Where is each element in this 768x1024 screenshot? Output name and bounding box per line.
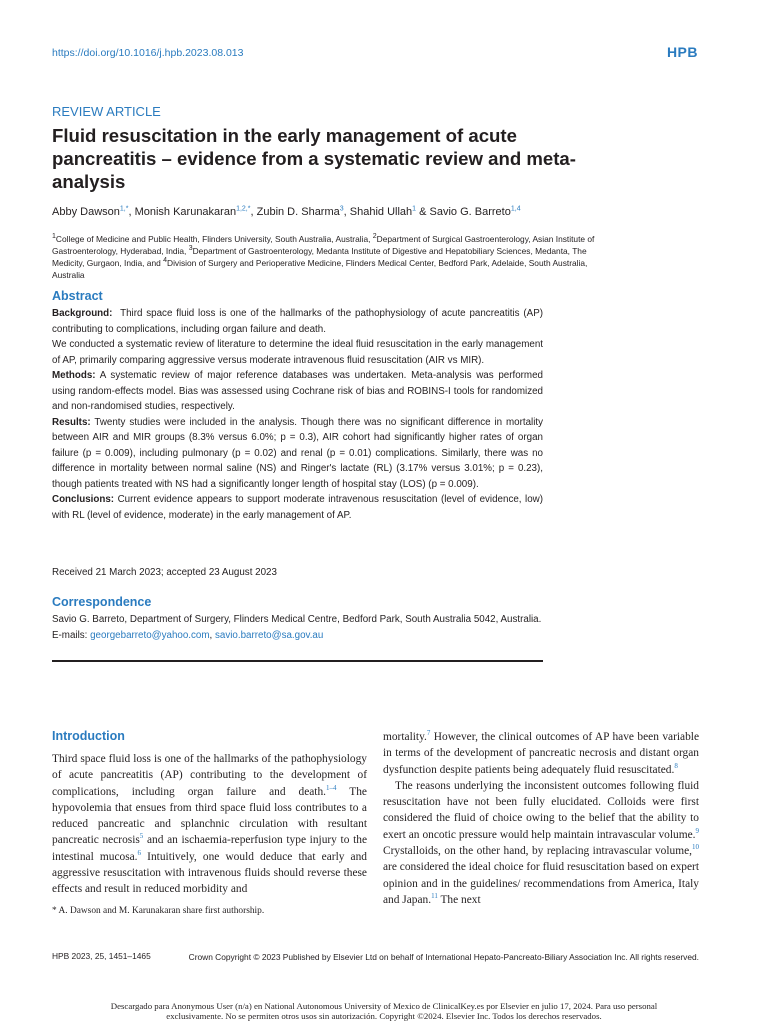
article-title: Fluid resuscitation in the early management of acute pancreatitis – evidence from a systematic review and meta-analysis xyxy=(52,125,576,192)
author-affiliation-ref[interactable]: 1,2,* xyxy=(236,205,251,213)
author-name: Monish Karunakaran xyxy=(134,206,237,218)
conclusions-text: Current evidence appears to support moderate intravenous resuscitation (level of evidence, low) with RL (level of evidence, moderate) in the early management of AP. xyxy=(52,494,543,521)
author-separator: & xyxy=(416,206,430,218)
affiliation-text: Department of Surgical Gastroenterology, Asian Institute of Gastroenterology, Hyderabad, India, xyxy=(52,234,595,256)
email-separator: , xyxy=(209,629,215,641)
received-dates: Received 21 March 2023; accepted 23 August 2023 xyxy=(52,567,277,578)
author-name: Shahid Ullah xyxy=(349,206,413,218)
email-link[interactable]: georgebarreto@yahoo.com xyxy=(90,629,210,641)
citation-ref[interactable]: 7 xyxy=(426,729,431,738)
body-column-left xyxy=(52,751,367,898)
author-separator: , xyxy=(343,206,350,218)
introduction-heading: Introduction xyxy=(52,729,125,743)
author-affiliation-ref[interactable]: 1,4 xyxy=(510,205,521,213)
section-divider xyxy=(52,660,543,662)
journal-logo: HPB xyxy=(666,44,698,60)
affiliation-num: 4 xyxy=(163,257,168,265)
citation-ref[interactable]: 6 xyxy=(137,848,142,857)
intro-paragraph xyxy=(383,729,699,778)
affiliation-text: Department of Gastroenterology, Medanta Institute of Digestive and Hepatobiliary Sciences, Medanta, The Medicity, Gurgaon, India, and xyxy=(52,246,587,268)
author-affiliation-ref[interactable]: 1 xyxy=(412,205,417,213)
affiliation-text: Division of Surgery and Perioperative Medicine, Flinders Medical Center, Bedford Park, Adelaide, South Australia, Australia xyxy=(52,258,588,280)
copyright-notice: Crown Copyright © 2023 Published by Elsevier Ltd on behalf of International Hepato-Pancreato-Biliary Association Inc. All rights reserved. xyxy=(188,952,699,962)
correspondence-heading: Correspondence xyxy=(52,595,152,609)
citation-ref[interactable]: 5 xyxy=(139,832,144,841)
body-column-right xyxy=(383,729,699,908)
correspondence-text: Savio G. Barreto, Department of Surgery, Flinders Medical Centre, Bedford Park, South Australia 5042, Australia. E-mails: xyxy=(52,614,542,641)
author-name: Savio G. Barreto xyxy=(429,206,511,218)
body-text: The reasons underlying the inconsistent outcomes following fluid resuscitation have not been fully elucidated. Colloids were first considered the fluid of choice owing to the belief that the ability to exert an oncotic pressure would help maintain intravascular volume. xyxy=(383,779,699,841)
author-list xyxy=(52,205,612,219)
author-affiliation-ref[interactable]: 3 xyxy=(339,205,344,213)
author-footnote: * A. Dawson and M. Karunakaran share first authorship. xyxy=(52,906,265,916)
author-name: Abby Dawson xyxy=(52,206,120,218)
author-separator: , xyxy=(128,206,135,218)
body-text: and an ischaemia-reperfusion type injury to the intestinal mucosa. xyxy=(52,834,367,863)
author-affiliation-ref[interactable]: 1,* xyxy=(119,205,129,213)
author-name: Zubin D. Sharma xyxy=(256,206,340,218)
abstract-methods xyxy=(52,368,543,415)
body-text: The next xyxy=(437,893,481,906)
body-text: Third space fluid loss is one of the hallmarks of the pathophysiology of acute pancreatitis (AP) contributing to the development of complications, including organ failure and death. xyxy=(52,753,367,798)
abstract-background xyxy=(52,306,543,337)
body-text: are considered the ideal choice for fluid resuscitation based on expert opinion and in the guidelines/ recommendations from America, Italy and Japan. xyxy=(383,861,699,906)
body-text: Crystalloids, on the other hand, by replacing intravascular volume, xyxy=(383,845,692,858)
results-label: Results: xyxy=(52,416,91,428)
citation-ref[interactable]: 9 xyxy=(695,826,699,835)
article-type: REVIEW ARTICLE xyxy=(52,104,161,119)
journal-citation: HPB 2023, 25, 1451–1465 xyxy=(52,951,151,961)
affiliation-num: 2 xyxy=(372,233,377,241)
affiliation-text: College of Medicine and Public Health, Flinders University, South Australia, Australia, xyxy=(55,234,373,244)
abstract-body xyxy=(52,306,543,523)
correspondence-body xyxy=(52,612,543,643)
citation-ref[interactable]: 8 xyxy=(674,761,678,770)
abstract-heading: Abstract xyxy=(52,289,103,303)
background-text: Third space fluid loss is one of the hallmarks of the pathophysiology of acute pancreatitis (AP) contributing to complications, including organ failure and death. xyxy=(52,308,543,335)
body-text: Intuitively, one would deduce that early and aggressive resuscitation with intravenous fluids should reverse these effects and result in reduced morbidity and xyxy=(52,850,368,896)
body-text: mortality. xyxy=(383,731,427,743)
citation-ref[interactable]: 10 xyxy=(692,843,699,852)
download-notice: Descargado para Anonymous User (n/a) en National Autonomous University of Mexico de ClinicalKey.es por Elsevier en julio 17, 2024. Para uso personal exclusivamente. No se permiten otros usos sin autorización. Copyright ©2024. Elsevier Inc. Todos los derechos reservados. xyxy=(110,1001,658,1021)
abstract-background-2: We conducted a systematic review of literature to determine the ideal fluid resuscitation in the early management of AP, primarily comparing aggressive versus moderate intravenous fluid resuscitation (AIR vs MIR). xyxy=(52,339,543,366)
conclusions-label: Conclusions: xyxy=(52,494,115,505)
author-separator: , xyxy=(250,206,257,218)
citation-ref[interactable]: 11 xyxy=(431,892,438,901)
affiliation-num: 1 xyxy=(52,233,56,241)
methods-label: Methods: xyxy=(52,370,96,381)
email-link[interactable]: savio.barreto@sa.gov.au xyxy=(214,629,324,641)
citation-ref[interactable]: 1–4 xyxy=(326,783,337,792)
affiliations xyxy=(52,233,604,281)
body-text: However, the clinical outcomes of AP have been variable in terms of the development of pancreatic necrosis and distant organ dysfunction despite patients being adequately fluid resuscitated. xyxy=(383,731,699,776)
body-text: The hypovolemia that ensues from third space fluid loss contributes to a reduced pancreatic and splanchnic circulation with resultant pancreatic necrosis xyxy=(52,785,367,847)
background-label: Background: xyxy=(52,308,113,319)
doi-link[interactable]: https://doi.org/10.1016/j.hpb.2023.08.013 xyxy=(52,47,244,59)
methods-text: A systematic review of major reference databases was undertaken. Meta-analysis was performed using random-effects model. Bias was assessed using Cochrane risk of bias and ROBINS-I tools for randomized and non-randomised studies, respectively. xyxy=(52,370,543,412)
intro-paragraph xyxy=(383,778,699,908)
intro-paragraph xyxy=(52,751,367,898)
abstract-conclusions xyxy=(52,492,543,523)
results-text: Twenty studies were included in the analysis. Though there was no significant difference in mortality between AIR and MIR groups (8.3% versus 6.0%; p = 0.3), AIR cohort had significantly higher rates of organ failure (p = 0.009), including pulmonary (p = 0.02) and renal (p = 0.01) complications. Similarly, there was no difference in mortality between normal saline (NS) and Ringer's lactate (RL) (3.17% versus 3.01%; p = 0.23), though patients treated with NS had a significantly longer length of hospital stay (LOS) (p = 0.009). xyxy=(52,416,543,490)
affiliation-num: 3 xyxy=(188,245,193,253)
abstract-results xyxy=(52,415,543,493)
